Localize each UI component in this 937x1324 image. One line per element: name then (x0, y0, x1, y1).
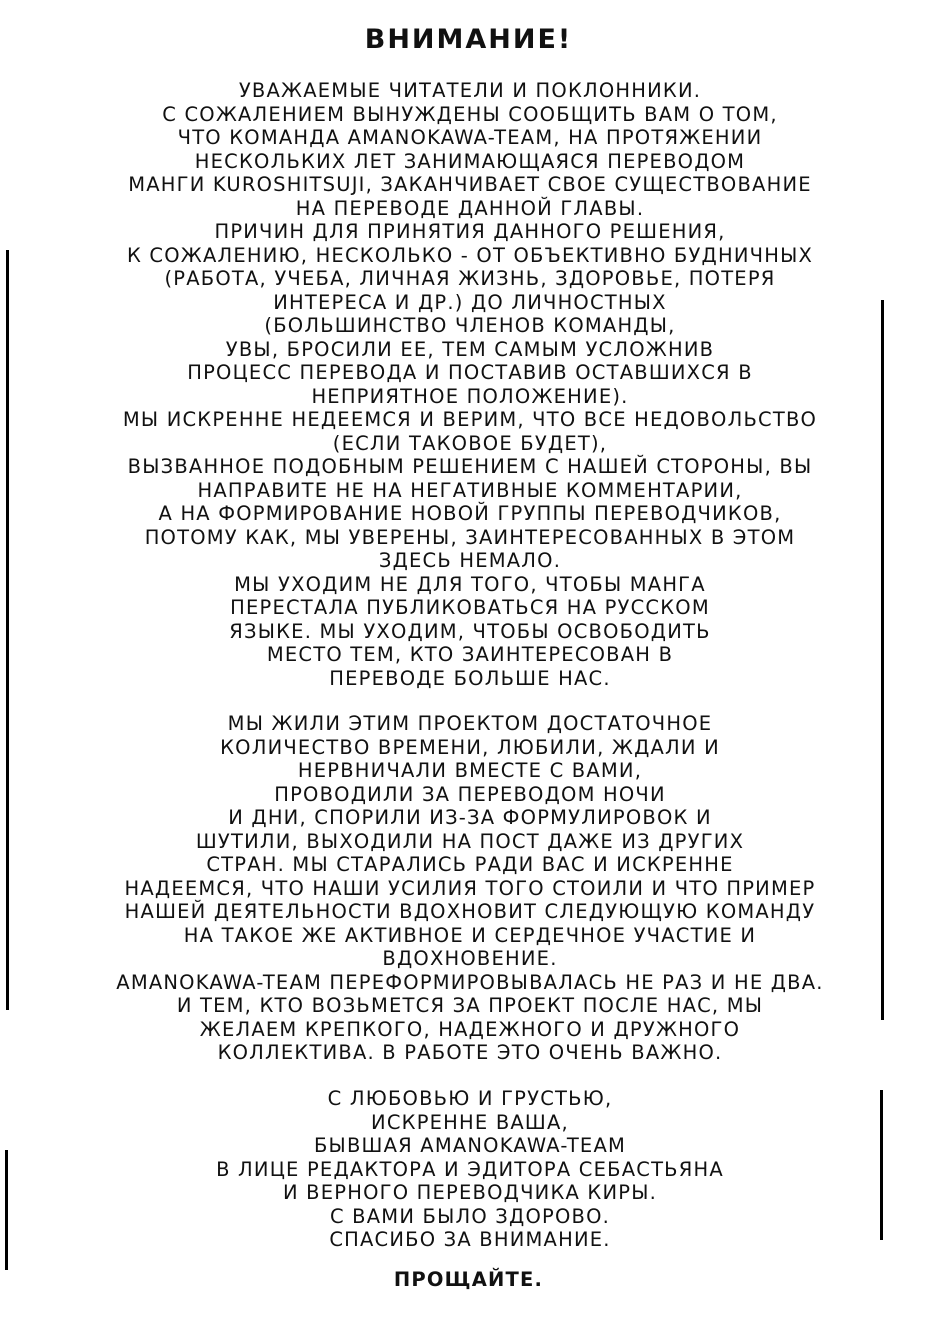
text-line: ВЫЗВАННОЕ ПОДОБНЫМ РЕШЕНИЕМ С НАШЕЙ СТОРОНЫ, ВЫ (127, 455, 813, 478)
text-line: СТРАН. МЫ СТАРАЛИСЬ РАДИ ВАС И ИСКРЕННЕ (206, 853, 734, 876)
signature-line: БЫВШАЯ AMANOKAWA-TEAM (313, 1134, 627, 1157)
text-line: ПОТОМУ КАК, МЫ УВЕРЕНЫ, ЗАИНТЕРЕСОВАННЫХ В ЭТОМ (144, 525, 796, 549)
panel-border-left-lower (5, 1150, 8, 1270)
text-line: С СОЖАЛЕНИЕМ ВЫНУЖДЕНЫ СООБЩИТЬ ВАМ О ТОМ, (162, 102, 778, 126)
text-line: МЫ УХОДИМ НЕ ДЛЯ ТОГО, ЧТОБЫ МАНГА (234, 572, 706, 596)
text-line: К СОЖАЛЕНИЮ, НЕСКОЛЬКО - ОТ ОБЪЕКТИВНО БУДНИЧНЫХ (126, 243, 814, 267)
text-line: УВЫ, БРОСИЛИ ЕЕ, ТЕМ САМЫМ УСЛОЖНИВ (225, 337, 715, 361)
signature-line: В ЛИЦЕ РЕДАКТОРА И ЭДИТОРА СЕБАСТЬЯНА (216, 1157, 724, 1181)
text-line: МАНГИ KUROSHITSUJI, ЗАКАНЧИВАЕТ СВОЕ СУЩЕСТВОВАНИЕ (128, 173, 812, 196)
text-line: НЕПРИЯТНОЕ ПОЛОЖЕНИЕ). (311, 384, 629, 408)
text-line: КОЛЛЕКТИВА. В РАБОТЕ ЭТО ОЧЕНЬ ВАЖНО. (217, 1041, 723, 1064)
text-line: НЕРВНИЧАЛИ ВМЕСТЕ С ВАМИ, (297, 759, 643, 782)
signature-line: ИСКРЕННЕ ВАША, (371, 1110, 569, 1134)
text-line: И ДНИ, СПОРИЛИ ИЗ-ЗА ФОРМУЛИРОВОК И (228, 806, 712, 829)
signature-line: И ВЕРНОГО ПЕРЕВОДЧИКА КИРЫ. (282, 1181, 658, 1204)
text-line: МЫ ЖИЛИ ЭТИМ ПРОЕКТОМ ДОСТАТОЧНОЕ (227, 712, 713, 735)
text-line: ЧТО КОМАНДА AMANOKAWA-TEAM, НА ПРОТЯЖЕНИИ (177, 126, 763, 149)
memories-paragraph (40, 712, 900, 1065)
signature-line: С ВАМИ БЫЛО ЗДОРОВО. (329, 1204, 611, 1228)
text-line: НА ТАКОЕ ЖЕ АКТИВНОЕ И СЕРДЕЧНОЕ УЧАСТИЕ И (183, 923, 757, 947)
text-line: ПРОВОДИЛИ ЗА ПЕРЕВОДОМ НОЧИ (274, 782, 666, 806)
text-line: УВАЖАЕМЫЕ ЧИТАТЕЛИ И ПОКЛОННИКИ. (238, 79, 702, 102)
farewell-text: ПРОЩАЙТЕ. (393, 1268, 544, 1291)
text-line: КОЛИЧЕСТВО ВРЕМЕНИ, ЛЮБИЛИ, ЖДАЛИ И (220, 735, 720, 759)
text-line: НА ПЕРЕВОДЕ ДАННОЙ ГЛАВЫ. (295, 196, 645, 220)
text-line: ШУТИЛИ, ВЫХОДИЛИ НА ПОСТ ДАЖЕ ИЗ ДРУГИХ (195, 829, 745, 853)
text-line: НАПРАВИТЕ НЕ НА НЕГАТИВНЫЕ КОММЕНТАРИИ, (197, 478, 743, 502)
text-line: ЖЕЛАЕМ КРЕПКОГО, НАДЕЖНОГО И ДРУЖНОГО (199, 1017, 741, 1041)
signature-block (40, 1087, 900, 1252)
text-line: ПЕРЕСТАЛА ПУБЛИКОВАТЬСЯ НА РУССКОМ (230, 596, 710, 619)
text-line: МЕСТО ТЕМ, КТО ЗАИНТЕРЕСОВАН В (266, 643, 674, 666)
text-line: ИНТЕРЕСА И ДР.) ДО ЛИЧНОСТНЫХ (273, 290, 667, 314)
text-line: НАДЕЕМСЯ, ЧТО НАШИ УСИЛИЯ ТОГО СТОИЛИ И ЧТО ПРИМЕР (124, 876, 816, 900)
text-line: ПЕРЕВОДЕ БОЛЬШЕ НАС. (329, 666, 611, 690)
text-line: ПРОЦЕСС ПЕРЕВОДА И ПОСТАВИВ ОСТАВШИХСЯ В (187, 361, 753, 384)
text-line: ЯЗЫКЕ. МЫ УХОДИМ, ЧТОБЫ ОСВОБОДИТЬ (229, 619, 711, 643)
text-line: (РАБОТА, УЧЕБА, ЛИЧНАЯ ЖИЗНЬ, ЗДОРОВЬЕ, ПОТЕРЯ (164, 267, 776, 290)
signature-line: СПАСИБО ЗА ВНИМАНИЕ. (329, 1228, 611, 1251)
text-line: А НА ФОРМИРОВАНИЕ НОВОЙ ГРУППЫ ПЕРЕВОДЧИКОВ, (158, 502, 782, 525)
text-line: ПРИЧИН ДЛЯ ПРИНЯТИЯ ДАННОГО РЕШЕНИЯ, (214, 220, 726, 243)
text-line: ЗДЕСЬ НЕМАЛО. (378, 549, 562, 572)
text-line: НЕСКОЛЬКИХ ЛЕТ ЗАНИМАЮЩАЯСЯ ПЕРЕВОДОМ (194, 149, 746, 173)
text-line: МЫ ИСКРЕННЕ НЕДЕЕМСЯ И ВЕРИМ, ЧТО ВСЕ НЕДОВОЛЬСТВО (122, 408, 818, 431)
notice-title: ВНИМАНИЕ! (364, 24, 573, 55)
panel-border-left (6, 250, 9, 1010)
text-line: AMANOKAWA-TEAM ПЕРЕФОРМИРОВЫВАЛАСЬ НЕ РАЗ И НЕ ДВА. (116, 970, 824, 994)
text-line: НАШЕЙ ДЕЯТЕЛЬНОСТИ ВДОХНОВИТ СЛЕДУЮЩУЮ КОМАНДУ (124, 900, 816, 923)
signature-line: С ЛЮБОВЬЮ И ГРУСТЬЮ, (327, 1087, 613, 1110)
text-line: (БОЛЬШИНСТВО ЧЛЕНОВ КОМАНДЫ, (264, 314, 676, 337)
text-line: (ЕСЛИ ТАКОВОЕ БУДЕТ), (332, 431, 608, 455)
text-line: И ТЕМ, КТО ВОЗЬМЕТСЯ ЗА ПРОЕКТ ПОСЛЕ НАС, МЫ (176, 994, 764, 1017)
text-line: ВДОХНОВЕНИЕ. (382, 947, 558, 970)
announcement-paragraph (40, 79, 900, 690)
